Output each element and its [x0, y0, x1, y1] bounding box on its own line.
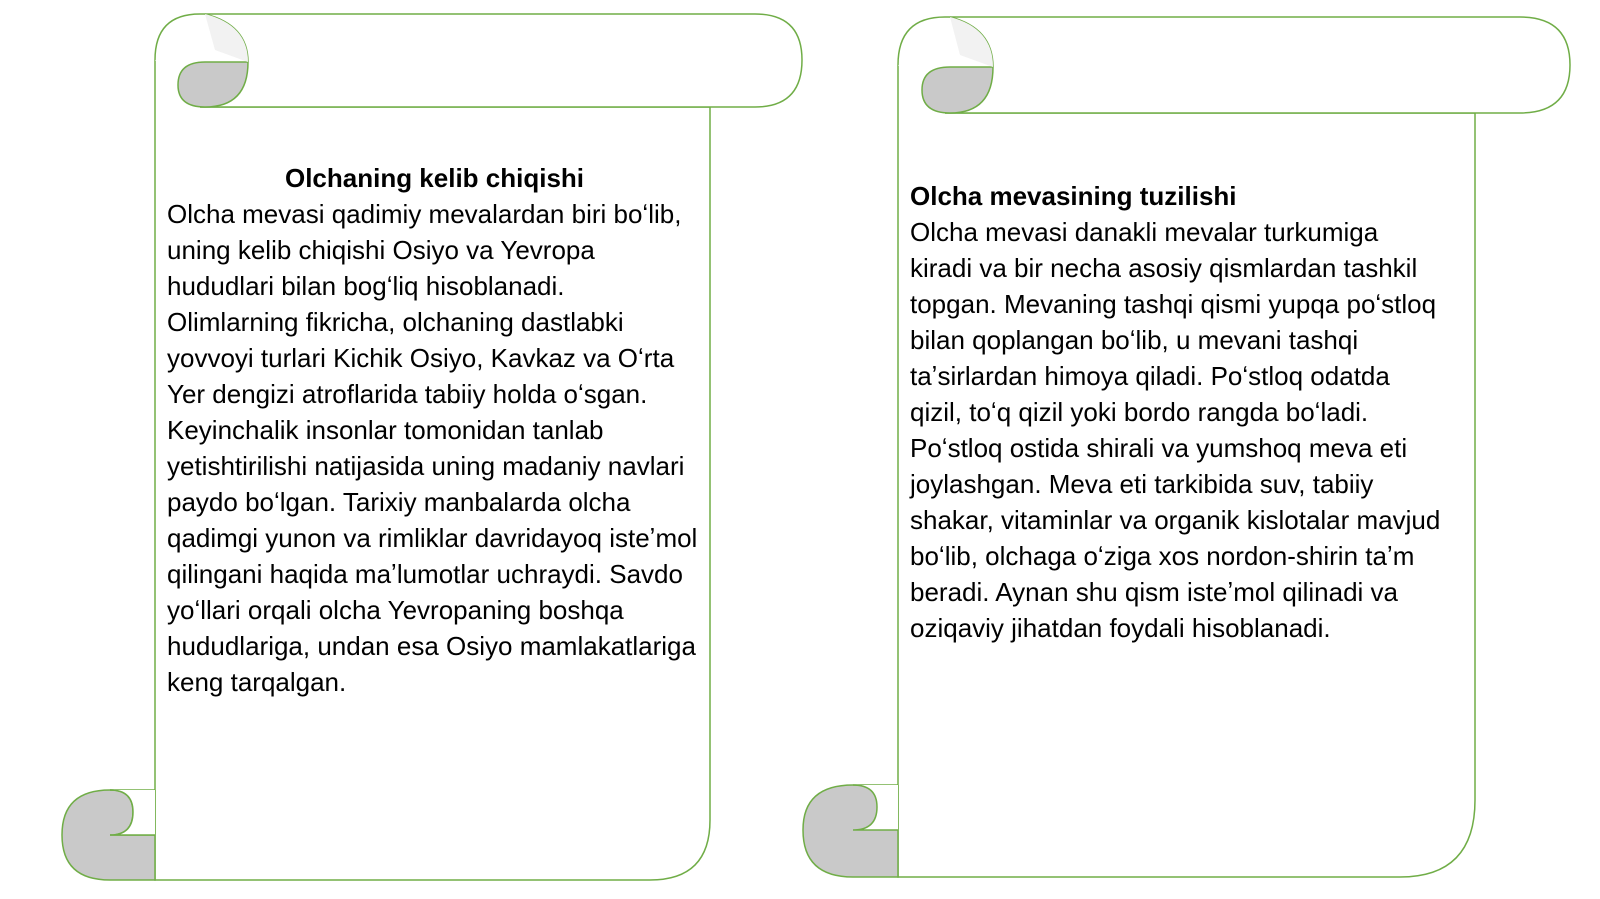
right-scroll-content — [910, 178, 1445, 646]
left-scroll-content — [167, 160, 702, 700]
left-scroll-top-roll — [155, 14, 802, 107]
right-scroll-top-roll — [898, 17, 1570, 113]
right-scroll-paragraph-1: Olcha mevasi danakli mevalar turkumiga kiradi va bir necha asosiy qismlardan tashkil topgan. Mevaning tashqi qismi yupqa poʻstloq bilan qoplangan boʻlib, u mevani tashqi taʼsirlardan himoya qiladi. Poʻstloq odatda qizil, toʻq qizil yoki bordo rangda boʻladi. — [910, 217, 1437, 427]
right-scroll-title: Olcha mevasining tuzilishi — [910, 181, 1237, 211]
left-scroll-body-text: Olcha mevasi qadimiy mevalardan biri boʻlib, uning kelib chiqishi Osiyo va Yevropa hududlari bilan bogʻliq hisoblanadi. Olimlarning fikricha, olchaning dastlabki yovvoyi turlari Kichik Osiyo, Kavkaz va Oʻrta Yer dengizi atroflarida tabiiy holda oʻsgan. Keyinchalik insonlar tomonidan tanlab yetishtirilishi natijasida uning madaniy navlari paydo boʻlgan. Tarixiy manbalarda olcha qadimgi yunon va rimliklar davridayoq isteʼmol qilingani haqida maʼlumotlar uchraydi. Savdo yoʻllari orqali olcha Yevropaning boshqa hududlariga, undan esa Osiyo mamlakatlariga keng tarqalgan. — [167, 199, 698, 697]
right-scroll-paragraph-2: Poʻstloq ostida shirali va yumshoq meva eti joylashgan. Meva eti tarkibida suv, tabiiy shakar, vitaminlar va organik kislotalar mavjud boʻlib, olchaga oʻziga xos nordon-shirin taʼm beradi. Aynan shu qism isteʼmol qilinadi va oziqaviy jihatdan foydali hisoblanadi. — [910, 433, 1441, 643]
left-scroll-title: Olchaning kelib chiqishi — [284, 163, 585, 193]
